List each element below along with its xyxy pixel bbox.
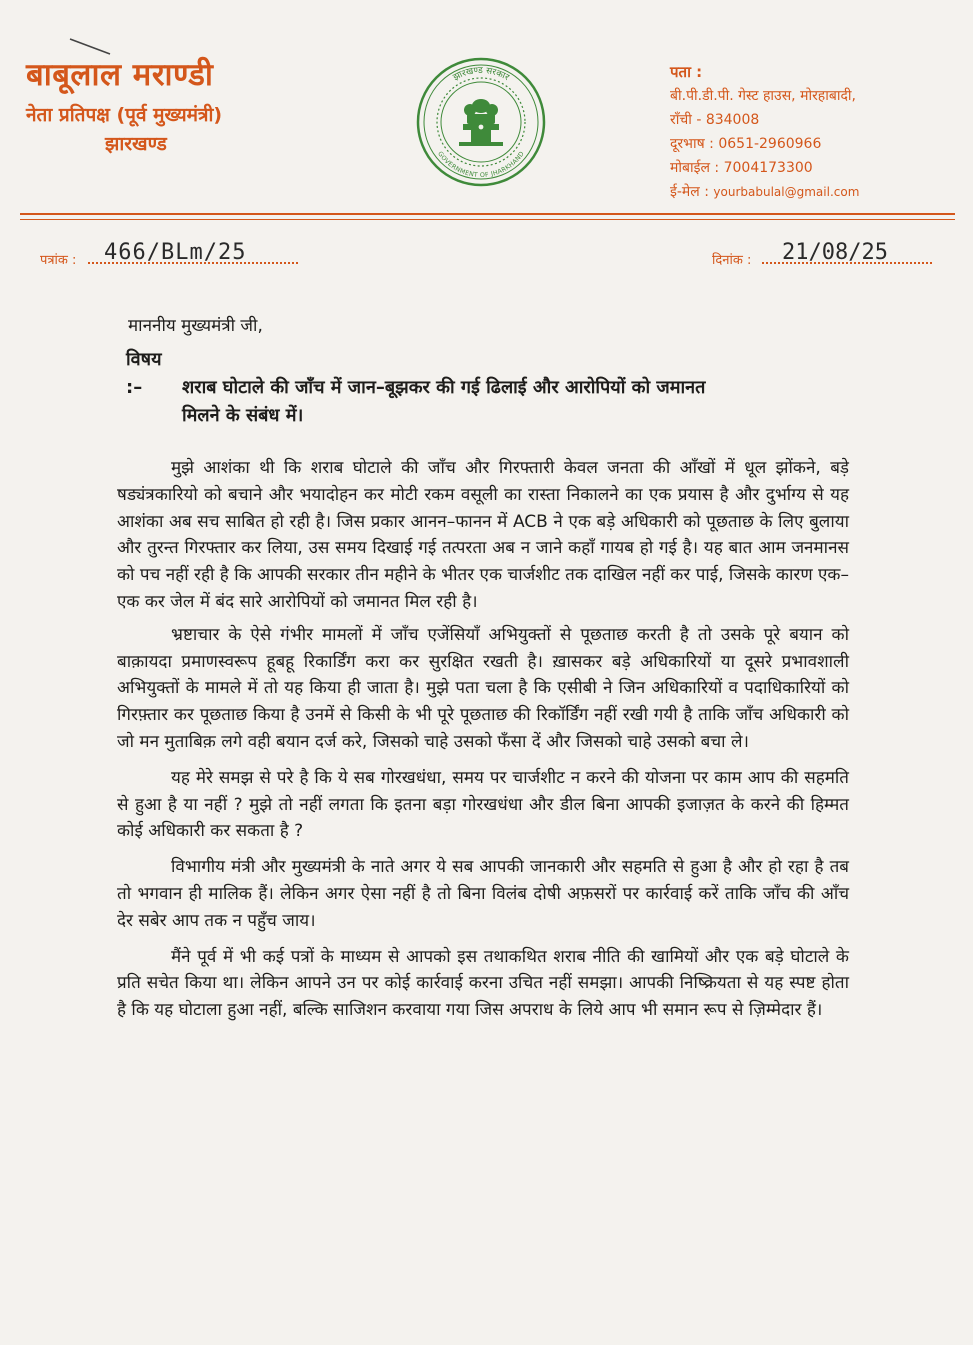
subject-text-2: मिलने के संबंध में।: [182, 405, 304, 426]
subject-label: विषय :–: [126, 349, 162, 398]
phone-label: दूरभाष :: [670, 136, 714, 152]
letterhead-contact: [670, 60, 859, 204]
letterhead-rule: [20, 213, 955, 215]
emblem-bottom-text: GOVERNMENT OF JHARKHAND: [436, 150, 526, 180]
address-label: पता :: [670, 63, 703, 81]
mobile-row: [670, 156, 859, 180]
reference-number: 466/BLm/25: [104, 240, 247, 265]
paragraph: मुझे आशंका थी कि शराब घोटाले की जाँच और गिरफ्तारी केवल जनता की आँखों में धूल झोंकने, बड़े षड्यंत्रकारियो को बचाने और भयादोहन कर मोटी रकम वसूली का रास्ता निकालने का एक प्रयास है और दुर्भाग्य से यह आशंका अब सच साबित हो रही है। जिस प्रकार आनन–फानन में ACB ने एक बड़े अधिकारी को पूछताछ के लिए बुलाया और तुरन्त गिरफ्तार कर लिया, उस समय दिखाई गई तत्परता अब न जाने कहाँ गायब हो गई है। यह बात आम जनमानस को पच नहीं रही है कि आपकी सरकार तीन महीने के भीतर एक चार्जशीट तक दाखिल नहीं कर पाई, जिसके कारण एक–एक कर जेल में बंद सारे आरोपियों को जमानत मिल रही है।: [117, 458, 849, 612]
paragraph: मैंने पूर्व में भी कई पत्रों के माध्यम से आपको इस तथाकथित शराब नीति की खामियों और एक बड़े घोटाले के प्रति सचेत किया था। लेकिन आपने उन पर कोई कार्रवाई करना उचित नहीं समझा। आपकी निष्क्रियता से यह स्पष्ट होता है कि यह घोटाला हुआ नहीं, बल्कि साजिशन करवाया गया जिस अपराध के लिये आप भी समान रूप से ज़िम्मेदार हैं।: [117, 946, 849, 1021]
pen-stroke-mark: [68, 36, 112, 56]
email-address: yourbabulal@gmail.com: [713, 185, 860, 199]
mobile-label: मोबाईल :: [670, 160, 720, 176]
emblem-top-text: झारखण्ड सरकार: [451, 65, 511, 84]
paragraph: भ्रष्टाचार के ऐसे गंभीर मामलों में जाँच एजेंसियाँ अभियुक्तों से पूछताछ करती है तो उसके पूरे बयान को बाक़ायदा प्रमाणस्वरूप हूबहू रिकार्डिंग करा कर सुरक्षित रखती है। ख़ासकर बड़े अधिकारियों या दूसरे प्रभावशाली अभियुक्तों के मामले में तो यह किया ही जाता है। मुझे पता चला है कि एसीबी ने जिन अधिकारियों व पदाधिकारियों को गिरफ़्तार कर पूछताछ किया है उनमें से किसी के भी पूरे पूछताछ की रिकॉर्डिंग नहीं रखी गयी है ताकि जाँच अधिकारी को जो मन मुताबिक़ लगे वही बयान दर्ज करे, जिसको चाहे उसको फँसा दें और जिसको चाहे उसको बचा ले।: [117, 624, 849, 752]
salutation: माननीय मुख्यमंत्री जी,: [128, 316, 263, 336]
subject-line-1: [126, 346, 856, 402]
paragraph: यह मेरे समझ से परे है कि ये सब गोरखधंधा, समय पर चार्जशीट न करने की योजना पर काम आप की सहमति से हुआ है या नहीं ? मुझे तो नहीं लगता कि इतना बड़ा गोरखधंधा और डील बिना आपकी इजाज़त के करने की हिम्मत कोई अधिकारी कर सकता है ?: [117, 767, 849, 842]
subject-text-1: शराब घोटाले की जाँच में जान–बूझकर की गई ढिलाई और आरोपियों को जमानत: [182, 377, 706, 398]
address-line-2: राँची - 834008: [670, 112, 760, 128]
letterhead-rule-thin: [20, 219, 955, 220]
date-label: दिनांक :: [712, 253, 752, 268]
paragraph: विभागीय मंत्री और मुख्यमंत्री के नाते अगर ये सब आपकी जानकारी और सहमति से हुआ है और हो रहा है तब तो भगवान ही मालिक हैं। लेकिन अगर ऐसा नहीं है तो बिना विलंब दोषी अफ़सरों पर कार्रवाई करें ताकि जाँच की आँच देर सबेर आप तक न पहुँच जाय।: [117, 857, 849, 931]
email-label: ई-मेल :: [670, 184, 709, 200]
svg-text:GOVERNMENT OF JHARKHAND: [436, 150, 526, 179]
reference-label: पत्रांक :: [40, 253, 77, 268]
letterhead-sender: [26, 56, 222, 158]
phone-number: 0651-2960966: [718, 136, 822, 152]
subject-block: [126, 346, 856, 430]
sender-name: बाबूलाल मराण्डी: [26, 57, 214, 93]
sender-designation: नेता प्रतिपक्ष (पूर्व मुख्यमंत्री): [26, 104, 223, 126]
email-row: [670, 180, 859, 204]
letter-body: [117, 455, 849, 1033]
date-value: 21/08/25: [782, 240, 888, 265]
sender-state: झारखण्ड: [105, 133, 167, 155]
address-line-1: बी.पी.डी.पी. गेस्ट हाउस, मोरहाबादी,: [670, 88, 856, 104]
mobile-number: 7004173300: [723, 160, 813, 176]
phone-row: [670, 132, 859, 156]
government-emblem-seal: [415, 56, 547, 188]
